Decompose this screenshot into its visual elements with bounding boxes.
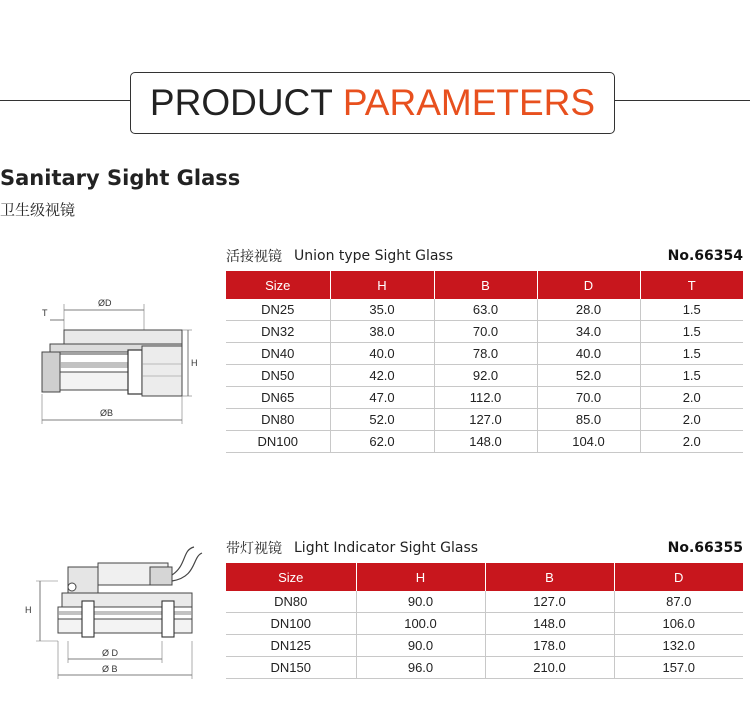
table-cell: 1.5 <box>640 343 743 365</box>
table-cell: DN125 <box>226 635 356 657</box>
table-cell: 40.0 <box>537 343 640 365</box>
table-cell: 90.0 <box>356 591 485 613</box>
table-cell: 2.0 <box>640 431 743 453</box>
title-word-product: PRODUCT <box>149 82 333 123</box>
table-cell: 132.0 <box>614 635 743 657</box>
table-row <box>226 409 743 431</box>
light-sight-glass-diagram <box>22 545 212 685</box>
table-row <box>226 591 743 613</box>
dim-label-d: ØD <box>98 298 112 308</box>
light-col-b: B <box>485 563 614 591</box>
union-caption-cn: 活接视镜 <box>226 249 282 265</box>
union-col-d: D <box>537 271 640 299</box>
table-cell: 52.0 <box>537 365 640 387</box>
light-caption-en: Light Indicator Sight Glass <box>294 540 479 556</box>
dim-label-t: T <box>42 308 48 318</box>
table-cell: 35.0 <box>330 299 434 321</box>
table-cell: 47.0 <box>330 387 434 409</box>
table-cell: 148.0 <box>434 431 537 453</box>
union-col-h: H <box>330 271 434 299</box>
dim-label-b: ØB <box>100 408 114 418</box>
union-caption-en: Union type Sight Glass <box>294 248 454 264</box>
table-cell: 104.0 <box>537 431 640 453</box>
table-cell: 92.0 <box>434 365 537 387</box>
table-cell: DN100 <box>226 613 356 635</box>
table-cell: 90.0 <box>356 635 485 657</box>
table-row <box>226 365 743 387</box>
title-word-parameters: PARAMETERS <box>342 82 596 123</box>
union-col-size: Size <box>226 271 330 299</box>
dim2-label-d: Ø D <box>102 648 119 658</box>
table-row <box>226 343 743 365</box>
product-name-cn: 卫生级视镜 <box>0 201 76 219</box>
table-cell: 87.0 <box>614 591 743 613</box>
light-col-size: Size <box>226 563 356 591</box>
union-table-caption <box>226 245 453 267</box>
table-cell: 210.0 <box>485 657 614 679</box>
table-cell: DN40 <box>226 343 330 365</box>
light-table-caption <box>226 537 478 559</box>
table-row <box>226 635 743 657</box>
table-cell: 52.0 <box>330 409 434 431</box>
union-table-header-row <box>226 271 743 299</box>
table-row <box>226 321 743 343</box>
table-row <box>226 431 743 453</box>
table-cell: 2.0 <box>640 409 743 431</box>
union-spec-table <box>226 271 743 453</box>
table-cell: 157.0 <box>614 657 743 679</box>
table-cell: 70.0 <box>537 387 640 409</box>
table-cell: 148.0 <box>485 613 614 635</box>
table-cell: 178.0 <box>485 635 614 657</box>
header-rule-right <box>614 100 750 101</box>
table-cell: 62.0 <box>330 431 434 453</box>
table-row <box>226 657 743 679</box>
table-cell: 42.0 <box>330 365 434 387</box>
light-col-h: H <box>356 563 485 591</box>
table-row <box>226 299 743 321</box>
table-cell: 63.0 <box>434 299 537 321</box>
light-caption-cn: 带灯视镜 <box>226 541 282 557</box>
table-cell: DN80 <box>226 409 330 431</box>
dim2-label-h: H <box>25 605 32 615</box>
table-cell: DN150 <box>226 657 356 679</box>
table-cell: 40.0 <box>330 343 434 365</box>
table-cell: 100.0 <box>356 613 485 635</box>
table-cell: 38.0 <box>330 321 434 343</box>
light-spec-table <box>226 563 743 679</box>
table-cell: 127.0 <box>434 409 537 431</box>
table-cell: 112.0 <box>434 387 537 409</box>
table-row <box>226 613 743 635</box>
union-col-t: T <box>640 271 743 299</box>
table-cell: 1.5 <box>640 321 743 343</box>
table-cell: DN25 <box>226 299 330 321</box>
union-product-number: No.66354 <box>667 248 743 264</box>
table-cell: 2.0 <box>640 387 743 409</box>
header-rule-left <box>0 100 130 101</box>
table-cell: 28.0 <box>537 299 640 321</box>
table-cell: 106.0 <box>614 613 743 635</box>
table-cell: DN65 <box>226 387 330 409</box>
table-cell: DN100 <box>226 431 330 453</box>
table-cell: 34.0 <box>537 321 640 343</box>
table-cell: 127.0 <box>485 591 614 613</box>
dim-label-h: H <box>191 358 198 368</box>
light-col-d: D <box>614 563 743 591</box>
page-title <box>130 72 615 134</box>
union-col-b: B <box>434 271 537 299</box>
light-table-header-row <box>226 563 743 591</box>
table-cell: DN32 <box>226 321 330 343</box>
union-sight-glass-diagram <box>20 290 200 430</box>
table-cell: 96.0 <box>356 657 485 679</box>
table-cell: 78.0 <box>434 343 537 365</box>
table-cell: 1.5 <box>640 365 743 387</box>
table-row <box>226 387 743 409</box>
table-cell: 1.5 <box>640 299 743 321</box>
table-cell: 70.0 <box>434 321 537 343</box>
dim2-label-b: Ø B <box>102 664 118 674</box>
product-name: Sanitary Sight Glass <box>0 166 241 190</box>
light-product-number: No.66355 <box>667 540 743 556</box>
table-cell: DN80 <box>226 591 356 613</box>
table-cell: DN50 <box>226 365 330 387</box>
table-cell: 85.0 <box>537 409 640 431</box>
